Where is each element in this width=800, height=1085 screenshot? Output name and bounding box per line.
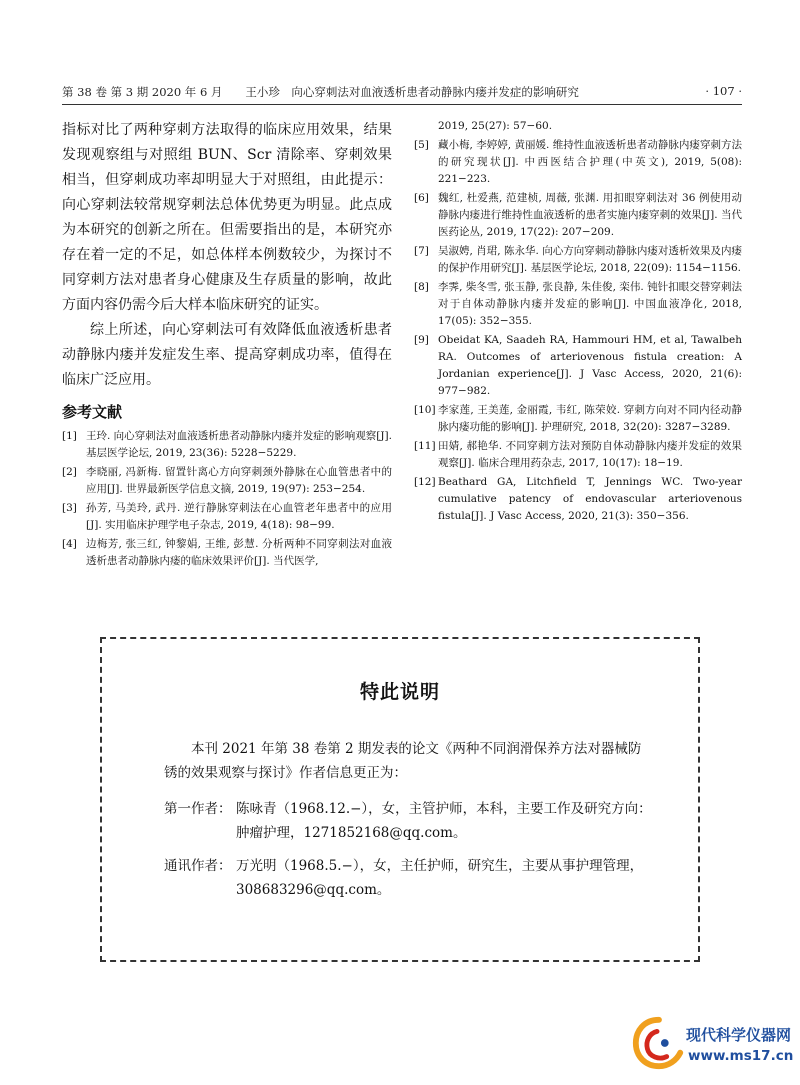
watermark-url: www.ms17.cn [688,1048,794,1064]
corresponding-author-entry [164,854,654,902]
reference-number: [6] [414,192,429,204]
running-header [62,84,742,104]
notice-intro: 本刊 2021 年第 38 卷第 2 期发表的论文《两种不同润滑保养方法对器械防锈的效果观察与探讨》作者信息更正为： [164,741,642,781]
reference-item [414,137,742,188]
reference-list-right [414,118,742,525]
right-column [414,118,742,527]
page-number: · 107 · [705,84,742,98]
reference-text: 李家莲, 王美莲, 金丽霞, 韦红, 陈荣姣. 穿刺方向对不同内径动静脉内瘘功能的影响[J]. 护理研究, 2018, 32(20): 3287−3289. [438,404,742,433]
reference-number: [9] [414,334,429,346]
reference-number: [4] [62,538,77,550]
reference-text: 孙芳, 马美玲, 武丹. 逆行静脉穿刺法在心血管老年患者中的应用[J]. 实用临床护理学电子杂志, 2019, 4(18): 98−99. [86,502,392,531]
reference-list-left [62,428,392,570]
reference-item [414,118,742,135]
reference-number: [8] [414,281,429,293]
reference-item [62,428,392,462]
first-author-entry [164,797,654,845]
reference-number: [10] [414,404,436,416]
reference-text: 吴淑娉, 肖珺, 陈永华. 向心方向穿刺动静脉内瘘对透析效果及内瘘的保护作用研究[J]. 基层医学论坛, 2018, 22(09): 1154−1156. [438,245,742,274]
first-author-label: 第一作者： [164,801,232,817]
reference-text: 王玲. 向心穿刺法对血液透析患者动静脉内瘘并发症的影响观察[J]. 基层医学论坛, 2019, 23(36): 5228−5229. [86,430,392,459]
reference-text: Beathard GA, Litchfield T, Jennings WC. Two-year cumulative patency of endovascular arteriovenous fistula[J]. J Vasc Access, 2020, 21(3): 350−356. [438,476,742,522]
header-rule [62,104,742,105]
reference-item [62,500,392,534]
body-paragraph-2: 综上所述，向心穿刺法可有效降低血液透析患者动静脉内瘘并发症发生率、提高穿刺成功率，值得在临床广泛应用。 [62,322,392,388]
reference-text: Obeidat KA, Saadeh RA, Hammouri HM, et al, Tawalbeh RA. Outcomes of arteriovenous fistula creation: A Jordanian experience[J]. J Vasc Access, 2020, 21(6): 977−982. [438,334,742,397]
reference-item [414,190,742,241]
reference-number: [3] [62,502,77,514]
reference-item [414,402,742,436]
reference-text: 魏红, 杜爱燕, 范建桢, 周薇, 张渊. 用扣眼穿刺法对 36 例使用动静脉内瘘进行维持性血液透析的患者实施内瘘穿刺的效果[J]. 当代医药论丛, 2019, 17(22): 207−209. [438,192,742,238]
reference-number: [5] [414,139,429,151]
reference-item [414,279,742,330]
reference-item [414,243,742,277]
reference-number: [1] [62,430,77,442]
reference-item [62,536,392,570]
correction-notice-box [100,637,700,962]
corresponding-author-label: 通讯作者： [164,858,232,874]
logo-icon [630,1014,688,1072]
reference-item [414,332,742,400]
reference-item [414,438,742,472]
notice-title: 特此说明 [359,681,440,703]
site-watermark [630,1014,795,1076]
reference-item [414,474,742,525]
reference-number: [12] [414,476,436,488]
body-paragraph-1: 指标对比了两种穿刺方法取得的临床应用效果，结果发现观察组与对照组 BUN、Scr 清除率、穿刺效果相当，但穿刺成功率却明显大于对照组，由此提示：向心穿刺法较常规穿刺法总体优势更为明显。此点成为本研究的创新之所在。但需要指出的是，本研究亦存在着一定的不足，如总体样本例数较少，为探讨不同穿刺方法对患者身心健康及生存质量的影响，故此方面内容仍需今后大样本临床研究的证实。 [62,122,392,313]
reference-number: [2] [62,466,77,478]
reference-text: 李晓丽, 冯新梅. 留置针离心方向穿刺颈外静脉在心血管患者中的应用[J]. 世界最新医学信息文摘, 2019, 19(97): 253−254. [86,466,392,495]
reference-text: 2019, 25(27): 57−60. [438,120,553,132]
reference-number: [7] [414,245,429,257]
reference-text: 边梅芳, 张三红, 钟黎娟, 王维, 彭慧. 分析两种不同穿刺法对血液透析患者动静脉内瘘的临床效果评价[J]. 当代医学, [86,538,392,567]
header-journal-info: 第 38 卷 第 3 期 2020 年 6 月 王小珍 向心穿刺法对血液透析患者动静脉内瘘并发症的影响研究 [62,85,579,99]
reference-text: 田婧, 郝艳华. 不同穿刺方法对预防自体动静脉内瘘并发症的效果观察[J]. 临床合理用药杂志, 2017, 10(17): 18−19. [438,440,742,469]
watermark-site-name: 现代科学仪器网 [686,1026,792,1044]
reference-item [62,464,392,498]
corresponding-author-value: 万光明（1968.5.−），女，主任护师，研究生，主要从事护理管理，308683296@qq.com。 [236,858,644,898]
reference-text: 李霁, 柴冬雪, 张玉静, 张良静, 朱佳俊, 栾伟. 钝针扣眼交替穿刺法对于自体动静脉内瘘并发症的影响[J]. 中国血液净化, 2018, 17(05): 352−355. [438,281,742,327]
first-author-value: 陈咏青（1968.12.−），女，主管护师，本科，主要工作及研究方向：肿瘤护理，1271852168@qq.com。 [236,801,652,841]
reference-text: 藏小梅, 李婷婷, 黄丽媛. 维持性血液透析患者动静脉内瘘穿刺方法的研究现状[J]. 中西医结合护理(中英文), 2019, 5(08): 221−223. [438,139,742,185]
reference-number: [11] [414,440,436,452]
left-column [62,118,392,572]
references-title: 参考文献 [62,403,123,421]
